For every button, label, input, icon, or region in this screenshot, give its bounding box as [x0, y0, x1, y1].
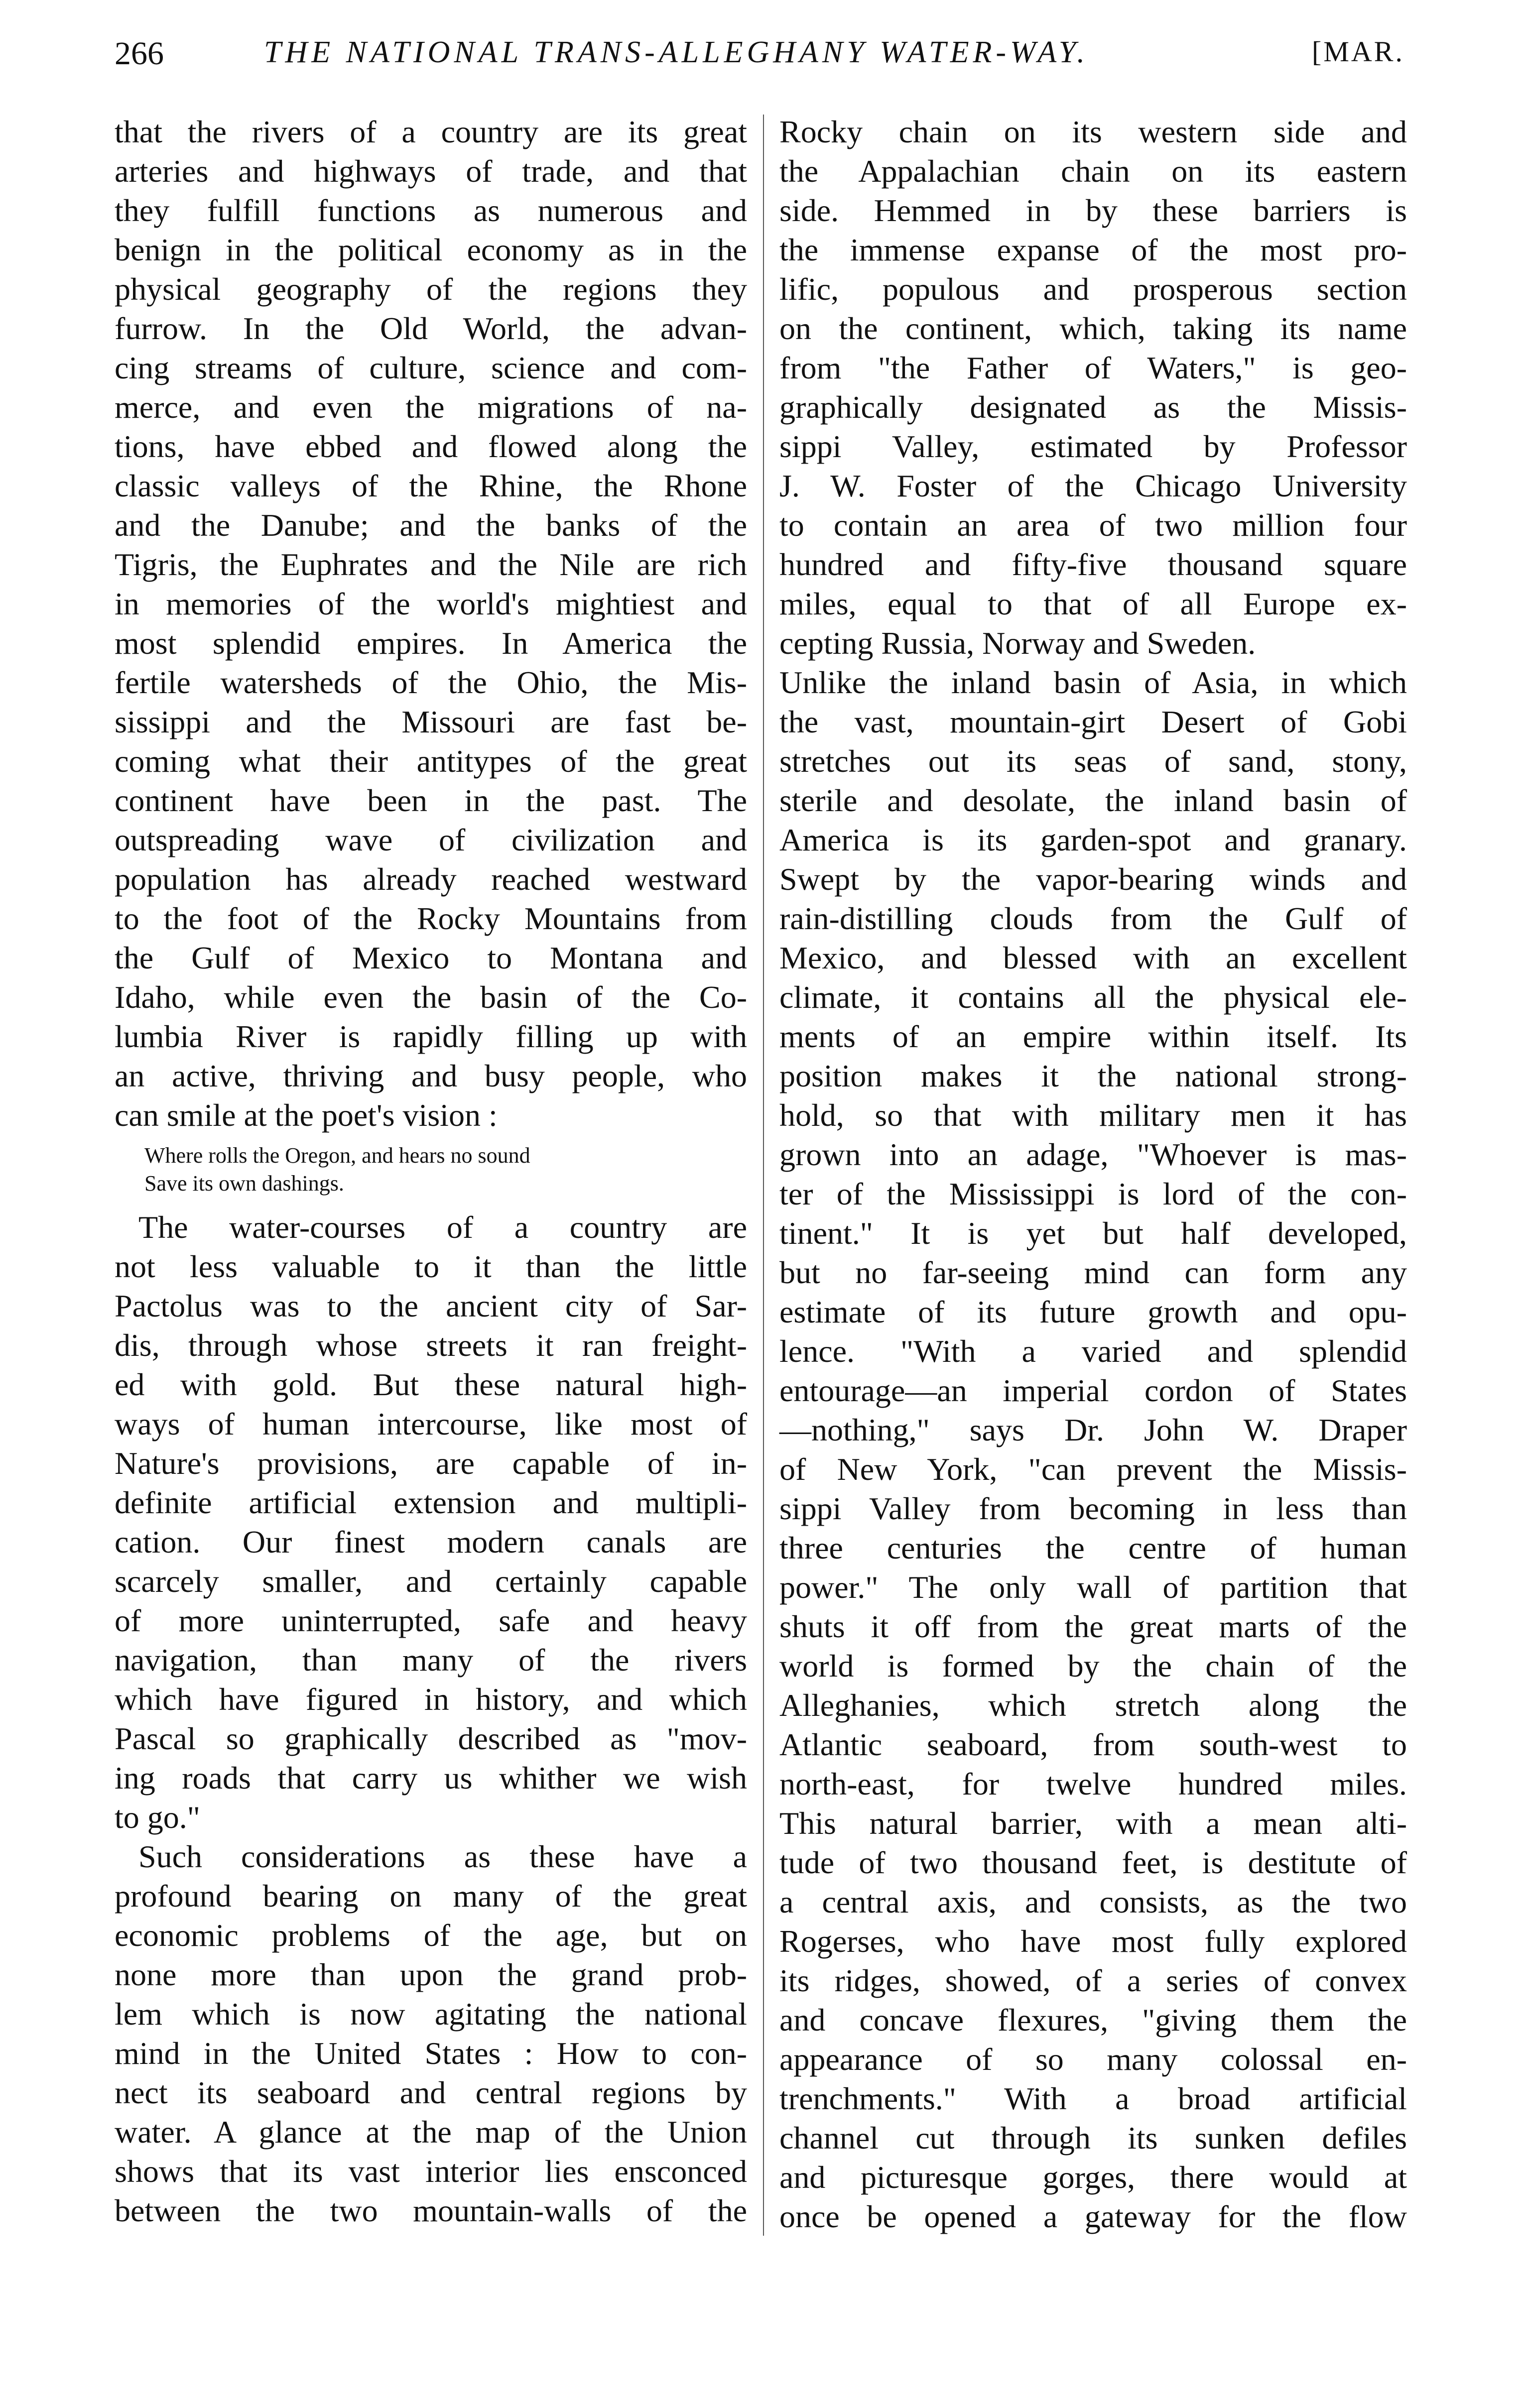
- text-line: ter of the Mississippi is lord of the con-: [779, 1176, 1407, 1211]
- text-line: Atlantic seaboard, from south-west to: [779, 1727, 1407, 1762]
- text-line: coming what their antitypes of the great: [115, 743, 747, 779]
- text-line: nect its seaboard and central regions by: [115, 2075, 747, 2110]
- text-line: —nothing," says Dr. John W. Draper: [779, 1412, 1407, 1447]
- text-line: tions, have ebbed and flowed along the: [115, 429, 747, 464]
- text-line: grown into an adage, "Whoever is mas-: [779, 1137, 1407, 1172]
- text-line: between the two mountain-walls of the: [115, 2193, 747, 2228]
- text-line: definite artificial extension and multipli-: [115, 1485, 747, 1520]
- text-line: Unlike the inland basin of Asia, in which: [779, 665, 1407, 700]
- text-line: appearance of so many colossal en-: [779, 2042, 1407, 2077]
- right-column: [779, 112, 1407, 2236]
- text-line: shows that its vast interior lies ensconced: [115, 2154, 747, 2189]
- running-title: THE NATIONAL TRANS-ALLEGHANY WATER-WAY.: [264, 35, 1089, 69]
- text-line: ways of human intercourse, like most of: [115, 1406, 747, 1442]
- text-line: channel cut through its sunken defiles: [779, 2120, 1407, 2156]
- text-line: north-east, for twelve hundred miles.: [779, 1766, 1407, 1802]
- text-line: arteries and highways of trade, and that: [115, 153, 747, 189]
- text-line: hold, so that with military men it has: [779, 1097, 1407, 1133]
- text-line: Pascal so graphically described as "mov-: [115, 1721, 747, 1756]
- text-line: water. A glance at the map of the Union: [115, 2114, 747, 2150]
- text-line: lem which is now agitating the national: [115, 1996, 747, 2032]
- text-line: to contain an area of two million four: [779, 507, 1407, 543]
- text-line: of more uninterrupted, safe and heavy: [115, 1603, 747, 1638]
- text-line: tinent." It is yet but half developed,: [779, 1215, 1407, 1251]
- text-line: Rogerses, who have most fully explored: [779, 1924, 1407, 1959]
- text-line: an active, thriving and busy people, who: [115, 1058, 747, 1093]
- text-line: but no far-seeing mind can form any: [779, 1255, 1407, 1290]
- text-line: J. W. Foster of the Chicago University: [779, 468, 1407, 503]
- poem-quote: [115, 1135, 747, 1207]
- poem-line: Save its own dashings.: [144, 1171, 344, 1196]
- text-line: cing streams of culture, science and com-: [115, 350, 747, 385]
- text-line: not less valuable to it than the little: [115, 1249, 747, 1284]
- text-line: Alleghanies, which stretch along the: [779, 1687, 1407, 1723]
- text-line: fertile watersheds of the Ohio, the Mis-: [115, 665, 747, 700]
- text-line: sippi Valley from becoming in less than: [779, 1491, 1407, 1526]
- text-line: graphically designated as the Missis-: [779, 389, 1407, 425]
- text-line: and the Danube; and the banks of the: [115, 507, 747, 543]
- text-line: climate, it contains all the physical ele-: [779, 979, 1407, 1015]
- text-line: a central axis, and consists, as the two: [779, 1884, 1407, 1920]
- text-line: cation. Our finest modern canals are: [115, 1524, 747, 1560]
- text-line: Rocky chain on its western side and: [779, 114, 1407, 149]
- text-line: Idaho, while even the basin of the Co-: [115, 979, 747, 1015]
- text-line: furrow. In the Old World, the advan-: [115, 311, 747, 346]
- text-line: lific, populous and prosperous section: [779, 271, 1407, 307]
- text-line: Swept by the vapor-bearing winds and: [779, 861, 1407, 897]
- text-line: scarcely smaller, and certainly capable: [115, 1564, 747, 1599]
- text-line: Tigris, the Euphrates and the Nile are rich: [115, 547, 747, 582]
- text-line: Such considerations as these have a: [138, 1839, 747, 1874]
- text-line: miles, equal to that of all Europe ex-: [779, 586, 1407, 621]
- text-line: can smile at the poet's vision :: [115, 1097, 498, 1133]
- text-line: economic problems of the age, but on: [115, 1918, 747, 1953]
- text-line: power." The only wall of partition that: [779, 1569, 1407, 1605]
- text-line: they fulfill functions as numerous and: [115, 193, 747, 228]
- text-line: population has already reached westward: [115, 861, 747, 897]
- text-line: Pactolus was to the ancient city of Sar-: [115, 1288, 747, 1324]
- text-line: ments of an empire within itself. Its: [779, 1019, 1407, 1054]
- text-line: side. Hemmed in by these barriers is: [779, 193, 1407, 228]
- issue-month: [MAR.: [1312, 35, 1404, 68]
- text-line: lumbia River is rapidly filling up with: [115, 1019, 747, 1054]
- text-line: the vast, mountain-girt Desert of Gobi: [779, 704, 1407, 739]
- text-line: classic valleys of the Rhine, the Rhone: [115, 468, 747, 503]
- left-column: [115, 112, 747, 2230]
- page-number: 266: [115, 35, 164, 72]
- text-line: world is formed by the chain of the: [779, 1648, 1407, 1684]
- text-line: to the foot of the Rocky Mountains from: [115, 901, 747, 936]
- text-line: stretches out its seas of sand, stony,: [779, 743, 1407, 779]
- text-line: The water-courses of a country are: [138, 1209, 747, 1245]
- text-line: sippi Valley, estimated by Professor: [779, 429, 1407, 464]
- text-line: rain-distilling clouds from the Gulf of: [779, 901, 1407, 936]
- text-line: America is its garden-spot and granary.: [779, 822, 1407, 857]
- text-line: Nature's provisions, are capable of in-: [115, 1445, 747, 1481]
- text-line: cepting Russia, Norway and Sweden.: [779, 625, 1256, 661]
- text-line: estimate of its future growth and opu-: [779, 1294, 1407, 1329]
- text-line: merce, and even the migrations of na-: [115, 389, 747, 425]
- text-line: the immense expanse of the most pro-: [779, 232, 1407, 267]
- text-line: trenchments." With a broad artificial: [779, 2081, 1407, 2116]
- text-line: sissippi and the Missouri are fast be-: [115, 704, 747, 739]
- running-header: [115, 30, 1404, 80]
- text-line: Mexico, and blessed with an excellent: [779, 940, 1407, 975]
- text-line: to go.": [115, 1800, 200, 1835]
- text-line: and picturesque gorges, there would at: [779, 2160, 1407, 2195]
- text-line: tude of two thousand feet, is destitute of: [779, 1845, 1407, 1880]
- text-line: benign in the political economy as in the: [115, 232, 747, 267]
- text-line: of New York, "can prevent the Missis-: [779, 1451, 1407, 1487]
- text-line: that the rivers of a country are its great: [115, 114, 747, 149]
- text-line: physical geography of the regions they: [115, 271, 747, 307]
- text-line: the Gulf of Mexico to Montana and: [115, 940, 747, 975]
- text-line: sterile and desolate, the inland basin of: [779, 783, 1407, 818]
- text-line: ed with gold. But these natural high-: [115, 1367, 747, 1402]
- text-line: and concave flexures, "giving them the: [779, 2002, 1407, 2038]
- text-line: its ridges, showed, of a series of convex: [779, 1963, 1407, 1998]
- text-line: This natural barrier, with a mean alti-: [779, 1806, 1407, 1841]
- text-line: most splendid empires. In America the: [115, 625, 747, 661]
- text-line: in memories of the world's mightiest and: [115, 586, 747, 621]
- text-line: ing roads that carry us whither we wish: [115, 1760, 747, 1796]
- text-line: dis, through whose streets it ran freight-: [115, 1327, 747, 1363]
- text-line: which have figured in history, and which: [115, 1682, 747, 1717]
- text-line: profound bearing on many of the great: [115, 1878, 747, 1914]
- poem-line: Where rolls the Oregon, and hears no sound: [144, 1143, 530, 1168]
- text-line: continent have been in the past. The: [115, 783, 747, 818]
- text-line: hundred and fifty-five thousand square: [779, 547, 1407, 582]
- text-line: outspreading wave of civilization and: [115, 822, 747, 857]
- text-line: the Appalachian chain on its eastern: [779, 153, 1407, 189]
- text-line: once be opened a gateway for the flow: [779, 2199, 1407, 2234]
- text-line: on the continent, which, taking its name: [779, 311, 1407, 346]
- text-line: navigation, than many of the rivers: [115, 1642, 747, 1678]
- text-line: position makes it the national strong-: [779, 1058, 1407, 1093]
- text-line: three centuries the centre of human: [779, 1530, 1407, 1565]
- text-line: lence. "With a varied and splendid: [779, 1333, 1407, 1369]
- text-line: mind in the United States : How to con-: [115, 2036, 747, 2071]
- text-line: shuts it off from the great marts of the: [779, 1609, 1407, 1644]
- text-line: none more than upon the grand prob-: [115, 1957, 747, 1992]
- column-divider: [763, 115, 764, 2236]
- text-line: entourage—an imperial cordon of States: [779, 1373, 1407, 1408]
- text-line: from "the Father of Waters," is geo-: [779, 350, 1407, 385]
